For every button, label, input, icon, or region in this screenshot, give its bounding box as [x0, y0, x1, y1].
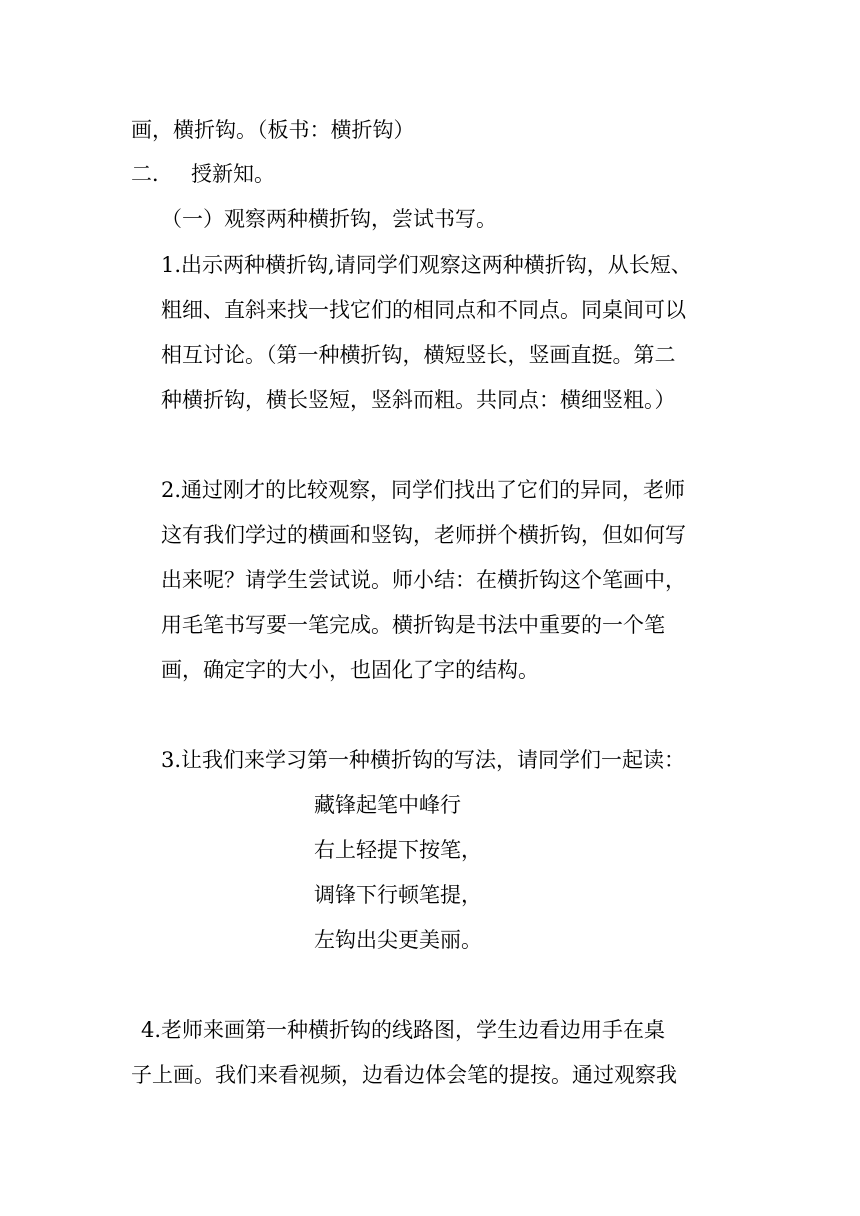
text-line: 1.出示两种横折钩,请同学们观察这两种横折钩，从长短、 [161, 253, 692, 277]
text-line: 这有我们学过的横画和竖钩，老师拼个横折钩，但如何写 [161, 523, 686, 547]
text-line: 2.通过刚才的比较观察，同学们找出了它们的异同，老师 [161, 478, 686, 502]
section-heading: 授新知。 [191, 162, 275, 186]
section-number: 二． [131, 162, 173, 186]
verse-line: 藏锋起笔中峰行 [314, 793, 461, 817]
text-line: 4.老师来画第一种横折钩的线路图，学生边看边用手在桌 [141, 1018, 666, 1042]
text-line: 画，横折钩。（板书：横折钩） [131, 118, 415, 142]
verse-line: 右上轻提下按笔， [314, 838, 482, 862]
text-line: 用毛笔书写要一笔完成。横折钩是书法中重要的一个笔 [161, 613, 665, 637]
text-line: 粗细、直斜来找一找它们的相同点和不同点。同桌间可以 [161, 298, 686, 322]
subsection-heading: （一）观察两种横折钩，尝试书写。 [161, 207, 497, 231]
text-line: 3.让我们来学习第一种横折钩的写法，请同学们一起读： [161, 748, 686, 772]
verse-line: 调锋下行顿笔提， [314, 883, 482, 907]
verse-line: 左钩出尖更美丽。 [314, 928, 482, 952]
text-line: 子上画。我们来看视频，边看边体会笔的提按。通过观察我 [131, 1063, 677, 1087]
text-line: 相互讨论。（第一种横折钩，横短竖长，竖画直挺。第二 [161, 343, 676, 367]
text-line: 画，确定字的大小，也固化了字的结构。 [161, 658, 539, 682]
text-line: 种横折钩，横长竖短，竖斜而粗。共同点：横细竖粗。） [161, 388, 676, 412]
text-line: 出来呢？请学生尝试说。师小结：在横折钩这个笔画中， [161, 568, 686, 592]
